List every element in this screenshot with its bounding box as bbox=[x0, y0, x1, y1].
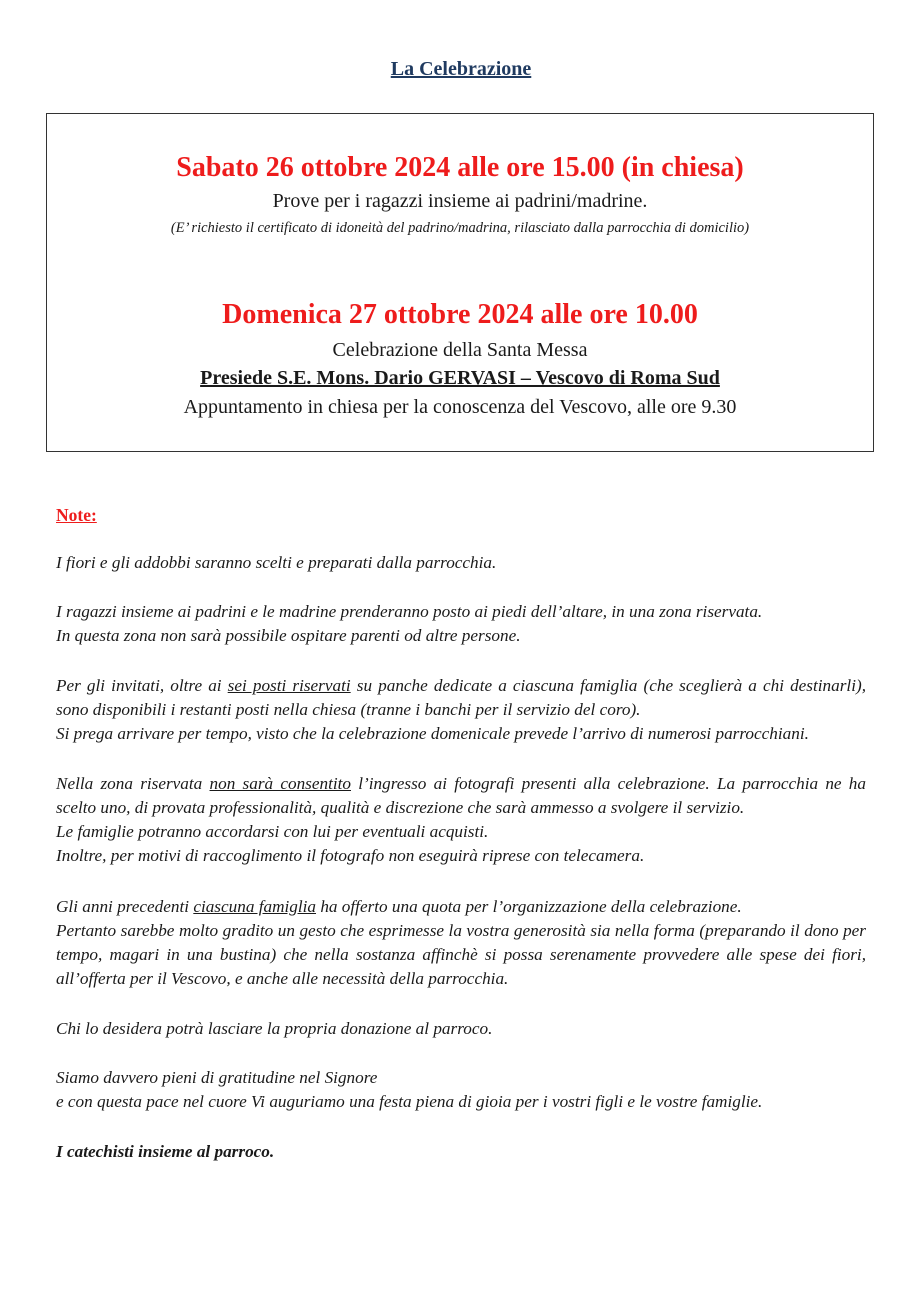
note-text: Pertanto sarebbe molto gradito un gesto che esprimesse la vostra generosità sia nella forma (preparando il dono per tempo, magari in una bustina) che nella sostanza affinchè si possa serenamente provvedere alle spese dei fiori, all’offerta per il Vescovo, e anche alle necessità della parrocchia. bbox=[56, 921, 866, 988]
note-text: I ragazzi insieme ai padrini e le madrine prenderanno posto ai piedi dell’altare, in una zona riservata. bbox=[56, 602, 763, 621]
note-text bbox=[56, 674, 866, 722]
event1-heading: Sabato 26 ottobre 2024 alle ore 15.00 (in chiesa) bbox=[176, 152, 744, 183]
note-paragraph-2 bbox=[56, 600, 866, 648]
note-underlined: non sarà consentito bbox=[209, 774, 351, 793]
note-underlined: sei posti riservati bbox=[227, 676, 351, 695]
note-text: Siamo davvero pieni di gratitudine nel Signore bbox=[56, 1068, 378, 1087]
note-text-part: su panche dedicate a ciascuna famiglia (che sceglierà a chi destinarli), sono disponibili i restanti posti nella chiesa (tranne i banchi per il servizio del coro). bbox=[56, 676, 866, 719]
note-paragraph-5 bbox=[56, 895, 866, 991]
note-underlined: ciascuna famiglia bbox=[193, 897, 317, 916]
event2-heading: Domenica 27 ottobre 2024 alle ore 10.00 bbox=[222, 299, 698, 330]
event2-presiede: Presiede S.E. Mons. Dario GERVASI – Vescovo di Roma Sud bbox=[200, 367, 720, 389]
notes-title: Note: bbox=[56, 505, 97, 525]
note-text-part: Gli anni precedenti bbox=[56, 897, 194, 916]
event2-appointment: Appuntamento in chiesa per la conoscenza del Vescovo, alle ore 9.30 bbox=[183, 396, 737, 418]
signature: I catechisti insieme al parroco. bbox=[56, 1142, 275, 1161]
note-paragraph-7 bbox=[56, 1066, 866, 1114]
note-text-part: ha offerto una quota per l’organizzazione della celebrazione. bbox=[316, 897, 742, 916]
note-paragraph-4 bbox=[56, 772, 866, 868]
note-paragraph-1 bbox=[56, 551, 866, 575]
note-paragraph-3 bbox=[56, 674, 866, 746]
event1-note: (E’ richiesto il certificato di idoneità del padrino/madrina, rilasciato dalla parrocchia di domicilio) bbox=[170, 220, 750, 236]
note-text: Si prega arrivare per tempo, visto che la celebrazione domenicale prevede l’arrivo di numerosi parrocchiani. bbox=[56, 724, 809, 743]
event1-line: Prove per i ragazzi insieme ai padrini/madrine. bbox=[272, 190, 648, 212]
note-text-part: Nella zona riservata bbox=[56, 774, 210, 793]
page-title: La Celebrazione bbox=[390, 58, 532, 80]
events-box bbox=[46, 113, 874, 452]
note-text: Chi lo desidera potrà lasciare la propria donazione al parroco. bbox=[56, 1019, 493, 1038]
note-paragraph-6 bbox=[56, 1017, 866, 1041]
note-text: In questa zona non sarà possibile ospitare parenti od altre persone. bbox=[56, 626, 521, 645]
note-text: Le famiglie potranno accordarsi con lui per eventuali acquisti. bbox=[56, 822, 489, 841]
note-text: e con questa pace nel cuore Vi auguriamo una festa piena di gioia per i vostri figli e le vostre famiglie. bbox=[56, 1092, 763, 1111]
note-text: I fiori e gli addobbi saranno scelti e preparati dalla parrocchia. bbox=[56, 553, 497, 572]
note-text bbox=[56, 895, 866, 919]
event2-line: Celebrazione della Santa Messa bbox=[332, 339, 588, 361]
note-text bbox=[56, 772, 866, 820]
note-text-part: l’ingresso ai fotografi presenti alla celebrazione. La parrocchia ne ha scelto uno, di provata professionalità, qualità e discrezione che sarà ammesso a svolgere il servizio. bbox=[56, 774, 866, 817]
note-text-part: Per gli invitati, oltre ai bbox=[56, 676, 228, 695]
note-text: Inoltre, per motivi di raccoglimento il fotografo non eseguirà riprese con telecamera. bbox=[56, 846, 645, 865]
